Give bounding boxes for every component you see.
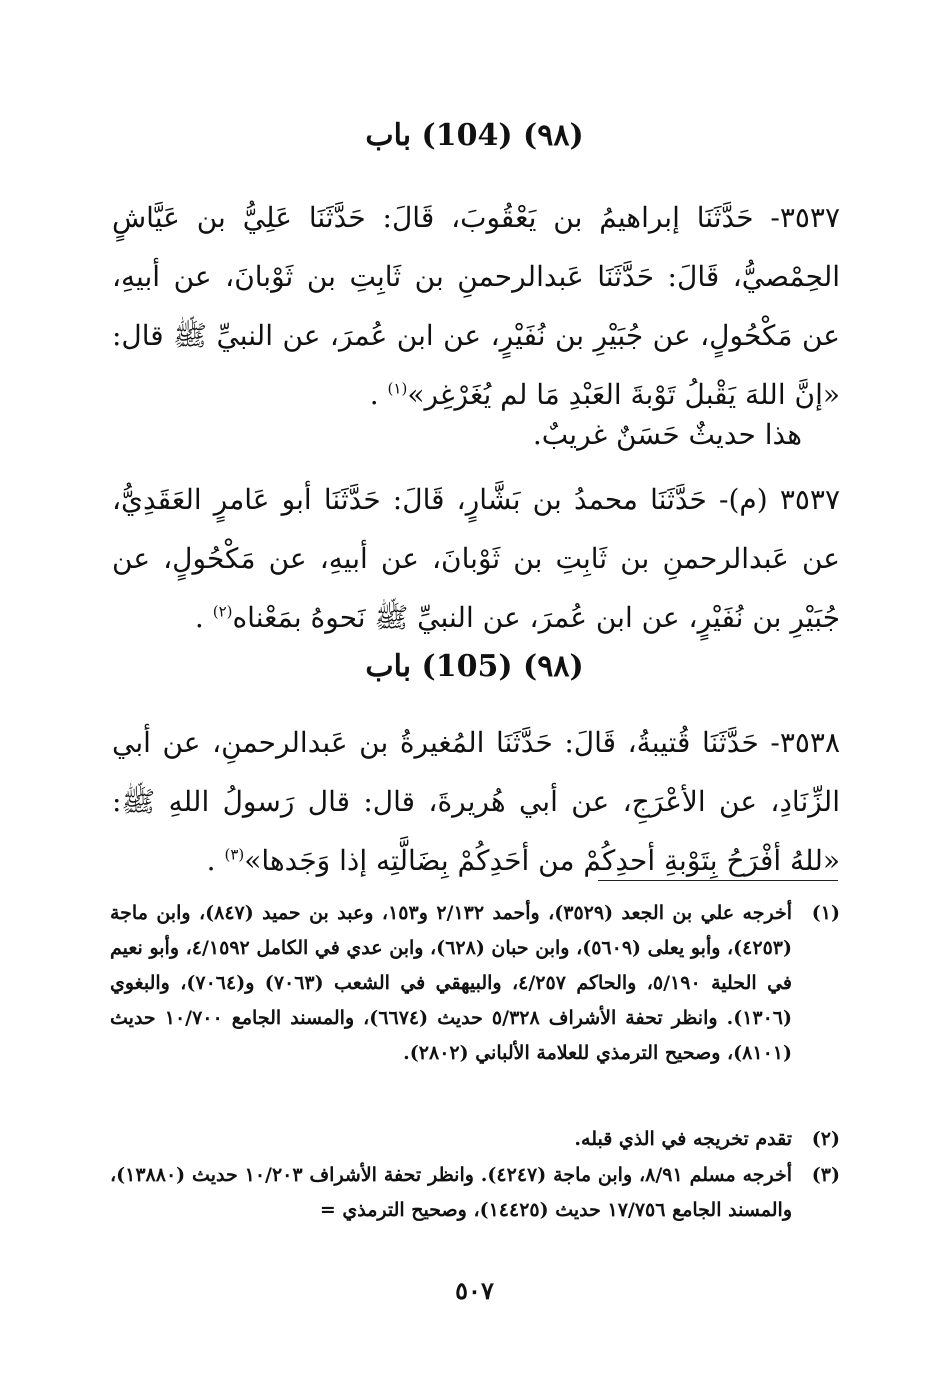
hadith-3537m-text: ٣٥٣٧ (م)- حَدَّثَنَا محمدُ بن بَشَّارٍ، قَالَ: حَدَّثَنَا أبو عَامرٍ العَقَدِيُّ، عن عَبدالرحمنِ بن ثَابِتِ بن ثَوْبانَ، عن أبيهِ، عن مَكْحُولٍ، عن جُبَيْرِ بن نُفَيْرٍ، عن ابن عُمرَ، عن النبيِّ ﷺ نَحوهُ بمَعْناه (112, 483, 840, 634)
hadith-3537 (112, 188, 840, 424)
footnote-1 (110, 896, 840, 1071)
footnote-3 (110, 1158, 840, 1228)
footnote-text: أخرجه علي بن الجعد (٣٥٢٩)، وأحمد ٢/١٣٢ و١٥٣، وعبد بن حميد (٨٤٧)، وابن ماجة (٤٢٥٣)، وأبو يعلى (٥٦٠٩)، وابن حبان (٦٢٨)، وابن عدي في الكامل ٤/١٥٩٢، وأبو نعيم في الحلية ٥/١٩٠، والحاكم ٤/٢٥٧، والبيهقي في الشعب (٧٠٦٣) و(٧٠٦٤)، والبغوي (١٣٠٦). وانظر تحفة الأشراف ٥/٣٢٨ حديث (٦٦٧٤)، والمسند الجامع ١٠/٧٠٠ حديث (٨١٠١)، وصحيح الترمذي للعلامة الألباني (٢٨٠٢). (110, 902, 793, 1064)
footnote-2 (110, 1122, 840, 1157)
hadith-3537m-end: . (194, 601, 213, 634)
chapter-heading-104: (٩٨) (104) باب (365, 118, 584, 153)
footnote-number: (٢) (811, 1128, 840, 1150)
footnote-number: (٣) (811, 1164, 840, 1186)
chapter-heading-105: (٩٨) (105) باب (365, 649, 584, 684)
hadith-3537-end: . (369, 378, 388, 411)
hadith-3538-text: ٣٥٣٨- حَدَّثَنَا قُتيبةُ، قَالَ: حَدَّثَنَا المُغيرةُ بن عَبدالرحمنِ، عن أبي الزِّنَادِ، عن الأعْرَجِ، عن أبي هُريرةَ، قال: قال رَسولُ اللهِ ﷺ: «للهُ أفْرَحُ بِتَوْبةِ أحدِكُمْ من أحَدِكُمْ بِضَالَّتِه إذا وَجَدها» (112, 726, 840, 877)
footnote-text: أخرجه مسلم ٨/٩١، وابن ماجة (٤٢٤٧). وانظر تحفة الأشراف ١٠/٢٠٣ حديث (١٣٨٨٠)، والمسند الجامع ١٧/٧٥٦ حديث (١٤٤٢٥)، وصحيح الترمذي = (110, 1164, 793, 1221)
footnote-ref-1: (١) (387, 379, 408, 398)
hadith-grade: هذا حديثٌ حَسَنٌ غريبٌ. (532, 418, 802, 451)
hadith-3538 (112, 713, 840, 890)
footnote-separator (598, 880, 838, 881)
hadith-3537m (112, 470, 840, 647)
footnote-number: (١) (811, 902, 840, 924)
footnote-text: تقدم تخريجه في الذي قبله. (574, 1128, 792, 1150)
hadith-3537-text: ٣٥٣٧- حَدَّثَنَا إبراهيمُ بن يَعْقُوبَ، قَالَ: حَدَّثَنَا عَلِيُّ بن عَيَّاشٍ الحِمْصيُّ، قَالَ: حَدَّثَنَا عَبدالرحمنِ بن ثَابِتِ بن ثَوْبانَ، عن أبيهِ، عن مَكْحُولٍ، عن جُبَيْرِ بن نُفَيْرٍ، عن ابن عُمرَ، عن النبيِّ ﷺ قال: «إنَّ اللهَ يَقْبلُ تَوْبةَ العَبْدِ مَا لم يُغَرْغِر» (112, 201, 840, 411)
footnote-ref-3: (٣) (224, 845, 245, 864)
hadith-3538-end: . (206, 844, 225, 877)
footnote-ref-2: (٢) (212, 602, 233, 621)
page-number: ٥٠٧ (455, 1276, 494, 1305)
